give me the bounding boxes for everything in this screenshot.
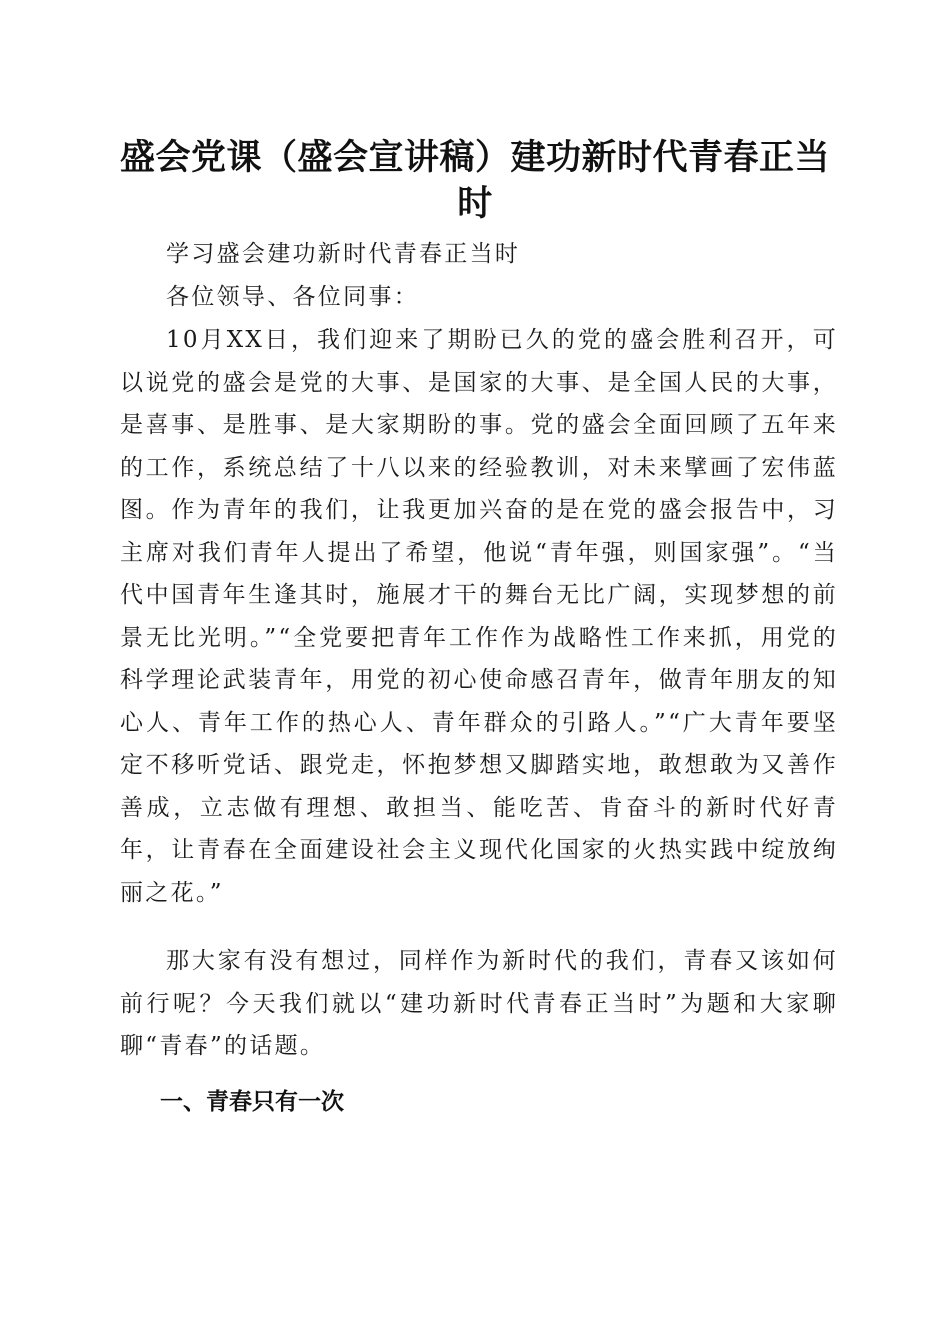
body-paragraph-1: 10月XX日，我们迎来了期盼已久的党的盛会胜利召开，可以说党的盛会是党的大事、是国家的大事、是全国人民的大事，是喜事、是胜事、是大家期盼的事。党的盛会全面回顾了五年来的工作，系统总结了十八以来的经验教训，对未来擘画了宏伟蓝图。作为青年的我们，让我更加兴奋的是在党的盛会报告中，习主席对我们青年人提出了希望，他说“青年强，则国家强”。“当代中国青年生逢其时，施展才干的舞台无比广阔，实现梦想的前景无比光明。”“全党要把青年工作作为战略性工作来抓，用党的科学理论武装青年，用党的初心使命感召青年，做青年朋友的知心人、青年工作的热心人、青年群众的引路人。”“广大青年要坚定不移听党话、跟党走，怀抱梦想又脚踏实地，敢想敢为又善作善成，立志做有理想、敢担当、能吃苦、肯奋斗的新时代好青年，让青春在全面建设社会主义现代化国家的火热实践中绽放绚丽之花。” [120, 327, 838, 906]
section-heading: 一、青春只有一次 [160, 1089, 344, 1115]
body-paragraph-2: 那大家有没有想过，同样作为新时代的我们，青春又该如何前行呢？今天我们就以“建功新时代青春正当时”为题和大家聊聊“青春”的话题。 [120, 948, 838, 1059]
document-title: 盛会党课（盛会宣讲稿）建功新时代青春正当时 [119, 138, 830, 224]
salutation: 各位领导、各位同事： [166, 284, 419, 310]
document-subtitle: 学习盛会建功新时代青春正当时 [166, 241, 521, 267]
